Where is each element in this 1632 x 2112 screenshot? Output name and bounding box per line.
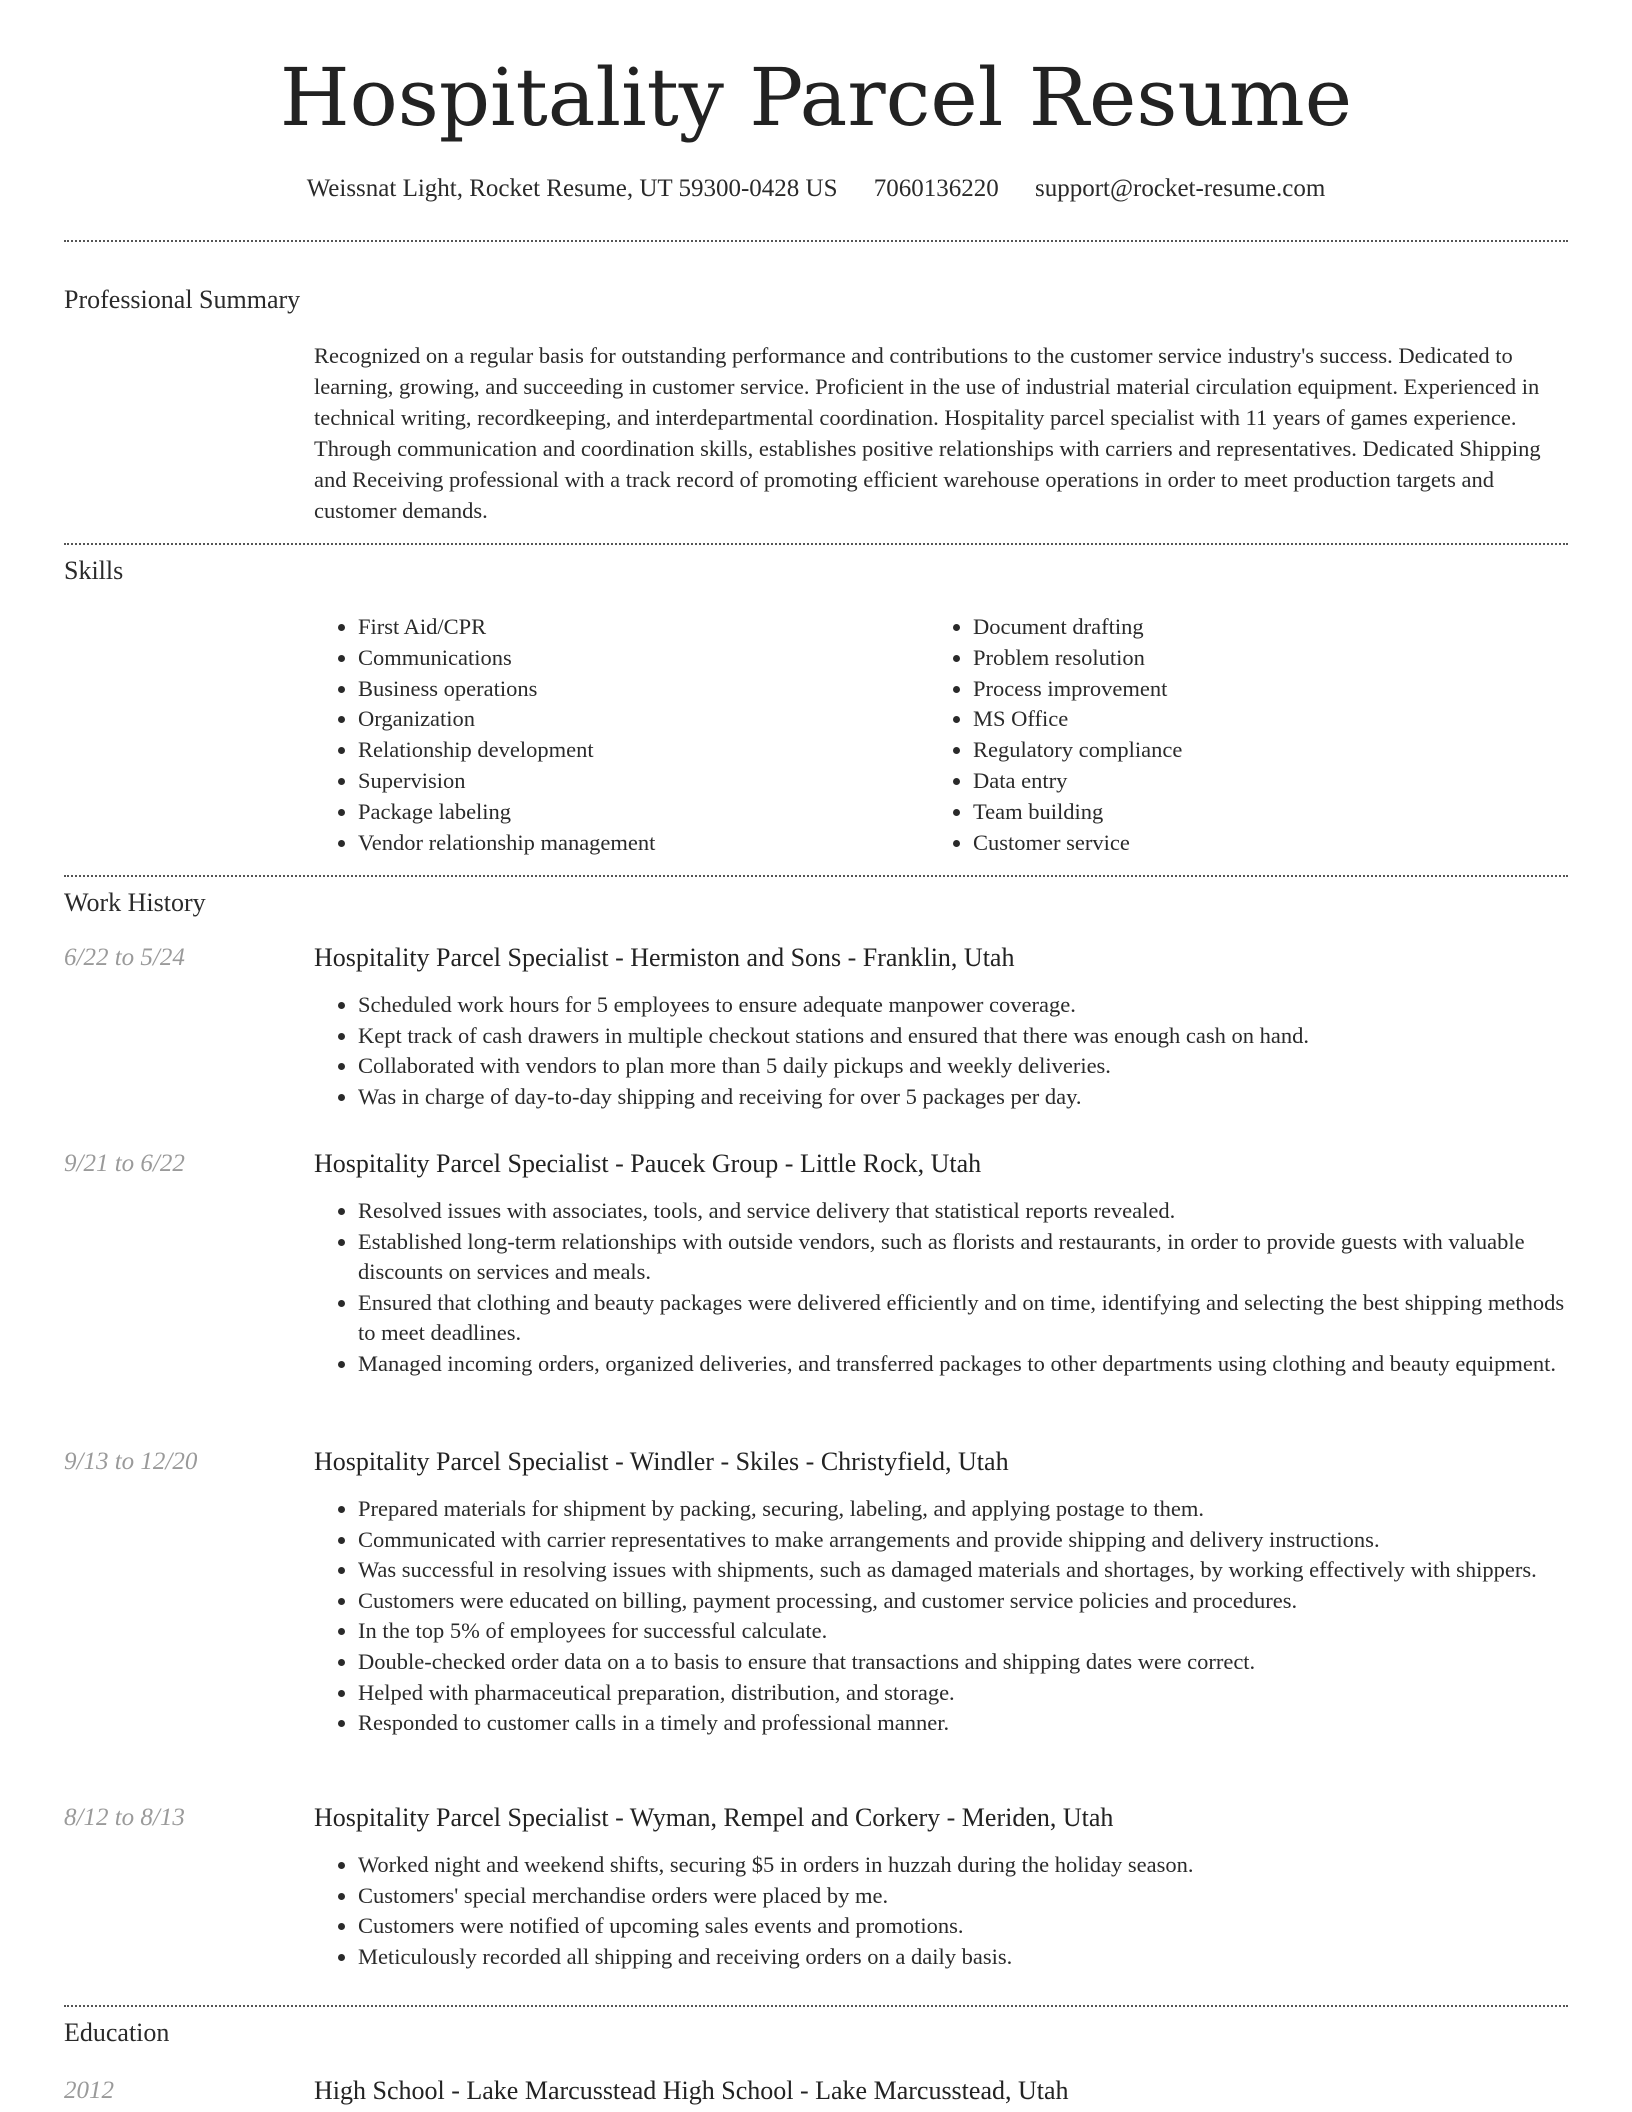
job-title: Hospitality Parcel Specialist - Windler - Skiles - Christyfield, Utah xyxy=(314,1447,1009,1476)
skill-item: • Customer service xyxy=(973,828,1182,859)
skill-item: • Team building xyxy=(973,797,1182,828)
job-bullets xyxy=(314,1850,1568,1972)
job-date: 6/22 to 5/24 xyxy=(64,944,185,971)
job-bullet: • Was in charge of day-to-day shipping and receiving for over 5 packages per day. xyxy=(358,1082,1568,1113)
job-bullets xyxy=(314,1494,1568,1739)
contact-line xyxy=(0,169,1632,209)
job-bullet: • Resolved issues with associates, tools, and service delivery that statistical reports revealed. xyxy=(358,1196,1568,1227)
job-title: Hospitality Parcel Specialist - Wyman, Rempel and Corkery - Meriden, Utah xyxy=(314,1803,1114,1832)
job-bullet: • In the top 5% of employees for successful calculate. xyxy=(358,1616,1568,1647)
job-bullet: • Customers were educated on billing, payment processing, and customer service policies and procedures. xyxy=(358,1586,1568,1617)
job-bullet: • Customers were notified of upcoming sales events and promotions. xyxy=(358,1911,1568,1942)
skill-item: • Organization xyxy=(358,704,655,735)
skill-item: • Process improvement xyxy=(973,674,1182,705)
section-divider xyxy=(64,875,1568,877)
job-date: 9/21 to 6/22 xyxy=(64,1150,185,1177)
job-bullet: • Was successful in resolving issues with shipments, such as damaged materials and shortages, by working effectively with shippers. xyxy=(358,1555,1568,1586)
skills-list-right xyxy=(929,612,1182,858)
skill-item: • Document drafting xyxy=(973,612,1182,643)
job-bullet: • Prepared materials for shipment by packing, securing, labeling, and applying postage to them. xyxy=(358,1494,1568,1525)
work-history-heading: Work History xyxy=(64,888,206,917)
section-divider xyxy=(64,543,1568,545)
skill-item: • Communications xyxy=(358,643,655,674)
job-bullet: • Ensured that clothing and beauty packages were delivered efficiently and on time, identifying and selecting the best shipping methods to meet deadlines. xyxy=(358,1288,1568,1349)
summary-heading: Professional Summary xyxy=(64,285,301,314)
resume-title: Hospitality Parcel Resume xyxy=(279,51,1353,144)
education-title: High School - Lake Marcusstead High School - Lake Marcusstead, Utah xyxy=(314,2076,1069,2105)
contact-phone: 7060136220 xyxy=(873,175,999,202)
skill-item: • Business operations xyxy=(358,674,655,705)
skill-item: • Vendor relationship management xyxy=(358,828,655,859)
skill-item: • Data entry xyxy=(973,766,1182,797)
job-bullet: • Communicated with carrier representatives to make arrangements and provide shipping and delivery instructions. xyxy=(358,1525,1568,1556)
education-date: 2012 xyxy=(64,2077,114,2104)
job-date: 8/12 to 8/13 xyxy=(64,1804,185,1831)
section-divider xyxy=(64,2005,1568,2007)
job-bullet: • Kept track of cash drawers in multiple checkout stations and ensured that there was enough cash on hand. xyxy=(358,1021,1568,1052)
contact-address: Weissnat Light, Rocket Resume, UT 59300-0428 US xyxy=(306,175,838,202)
skills-list-left xyxy=(314,612,655,858)
job-title: Hospitality Parcel Specialist - Hermiston and Sons - Franklin, Utah xyxy=(314,943,1015,972)
job-bullet: • Customers' special merchandise orders were placed by me. xyxy=(358,1881,1568,1912)
skill-item: • MS Office xyxy=(973,704,1182,735)
skill-item: • Supervision xyxy=(358,766,655,797)
job-bullet: • Scheduled work hours for 5 employees to ensure adequate manpower coverage. xyxy=(358,990,1568,1021)
job-bullet: • Double-checked order data on a to basis to ensure that transactions and shipping dates were correct. xyxy=(358,1647,1568,1678)
job-bullet: • Collaborated with vendors to plan more than 5 daily pickups and weekly deliveries. xyxy=(358,1051,1568,1082)
job-bullet: • Worked night and weekend shifts, securing $5 in orders in huzzah during the holiday season. xyxy=(358,1850,1568,1881)
skill-item: • Regulatory compliance xyxy=(973,735,1182,766)
section-divider xyxy=(64,240,1568,242)
summary-text: Recognized on a regular basis for outstanding performance and contributions to the customer service industry's success. Dedicated to learning, growing, and succeeding in customer service. Proficient in the use of industrial material circulation equipment. Experienced in technical writing, recordkeeping, and interdepartmental coordination. Hospitality parcel specialist with 11 years of games experience. Through communication and coordination skills, establishes positive relationships with carriers and representatives. Dedicated Shipping and Receiving professional with a track record of promoting efficient warehouse operations in order to meet production targets and customer demands. xyxy=(314,343,1541,523)
skills-heading: Skills xyxy=(64,556,124,585)
skill-item: • Problem resolution xyxy=(973,643,1182,674)
job-bullets xyxy=(314,1196,1568,1380)
job-bullet: • Responded to customer calls in a timely and professional manner. xyxy=(358,1708,1568,1739)
job-bullet: • Helped with pharmaceutical preparation, distribution, and storage. xyxy=(358,1678,1568,1709)
job-bullet: • Managed incoming orders, organized deliveries, and transferred packages to other departments using clothing and beauty equipment. xyxy=(358,1349,1568,1380)
contact-email: support@rocket-resume.com xyxy=(1035,175,1326,202)
job-bullet: • Meticulously recorded all shipping and receiving orders on a daily basis. xyxy=(358,1942,1568,1973)
skill-item: • Relationship development xyxy=(358,735,655,766)
job-title: Hospitality Parcel Specialist - Paucek Group - Little Rock, Utah xyxy=(314,1149,982,1178)
job-bullets xyxy=(314,990,1568,1112)
education-heading: Education xyxy=(64,2018,170,2047)
job-date: 9/13 to 12/20 xyxy=(64,1448,198,1475)
skill-item: • Package labeling xyxy=(358,797,655,828)
job-bullet: • Established long-term relationships with outside vendors, such as florists and restaurants, in order to provide guests with valuable discounts on services and meals. xyxy=(358,1227,1568,1288)
skill-item: • First Aid/CPR xyxy=(358,612,655,643)
